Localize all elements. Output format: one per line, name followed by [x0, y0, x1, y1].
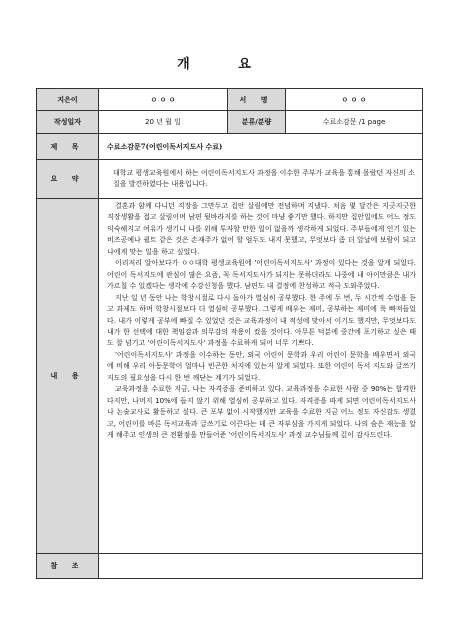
summary-row: [37, 160, 423, 199]
content-body: [99, 199, 423, 554]
summary-value: 대학교 평생교육원에서 하는 어린이독서지도사 과정을 이수한 주부가 교육을 통해 몰랐던 자신의 소질을 발견하였다는 내용입니다.: [99, 160, 423, 199]
subject-row: [37, 134, 423, 160]
date-label: 작성일자: [37, 111, 99, 134]
date-value: 20 년 월 일: [99, 111, 228, 134]
reviewer-value: ㅇ ㅇ ㅇ: [286, 89, 423, 111]
author-row: [37, 89, 423, 111]
content-paragraph: 교육과정을 수료한 지금, 나는 자격증을 준비하고 있다. 교육과정을 수료한 사람 중 90%는 합격한다지만, 나머지 10%에 들지 않기 위해 열심히 공부하고 있다. 자격증을 따게 되면 어린이독서지도사나 논술교사로 활동하고 싶다. 큰 포부 없이 시작했지만 교육을 수료한 지금 어느 정도 자신감도 생겼고, 어린이를 바른 독서교육과 글쓰기로 이끈다는 데 큰 자부심을 가지게 되었다. 나의 숨은 재능을 알게 해주고 인생의 큰 전환점을 만들어준 '어린이독서지도사' 과정 교수님들께 깊이 감사드린다.: [107, 385, 416, 440]
author-value: ㅇ ㅇ ㅇ: [99, 89, 228, 111]
reference-value: [99, 554, 423, 579]
subject-label: 제 목: [37, 134, 99, 160]
reference-label: 참 조: [37, 554, 99, 579]
summary-label: 요 약: [37, 160, 99, 199]
content-label: 내 용: [37, 199, 99, 554]
content-paragraph: 지난 일 년 동안 나는 학창시절로 다시 돌아가 열심히 공부했다. 한 주에 두 번, 두 시간씩 수업을 듣고 과제도 하며 학창시절보다 더 열심히 공부했다. 그렇게 배우는 재미, 공부하는 재미에 푹 빠져들었다. 내가 이렇게 공부에 빠질 수 있었던 것은 교육과정이 내 적성에 맞아서 이기도 했지만, 무엇보다도 내가 한 선택에 대한 책임감과 의무감의 작용이 컸을 것이다. 아무튼 덕분에 중간에 포기하고 싶은 때도 잘 넘기고 '어린이독서지도사' 과정을 수료하게 되어 너무 기쁘다.: [107, 293, 416, 348]
reviewer-label: 서 명: [228, 89, 286, 111]
category-label: 분류/분량: [228, 111, 286, 134]
content-paragraph: '어린이독서지도사' 과정을 이수하는 동안, 외국 어린이 문학과 우리 어린이 문학을 배우면서 외국에 비해 우리 아동문학이 얼마나 빈곤한 처지에 있는지 알게 되었다. 또한 어린이 독서 지도와 글쓰기 지도의 필요성을 다시 한 번 깨닫는 계기가 되었다.: [107, 350, 416, 382]
category-value: 수료소감문 /1 page: [286, 111, 423, 134]
content-paragraph: 결혼과 함께 다니던 직장을 그만두고 집안 살림에만 전념하며 지냈다. 처음 몇 달간은 지긋지긋한 직장생활을 접고 살림이며 남편 뒷바라지를 하는 것이 마냥 좋기만 했다. 하지만 집안일에도 어느 정도 익숙해지고 여유가 생기니 나를 위해 투자할 만한 일이 없을까 생각하게 되었다. 주부들에게 인기 있는 비즈공예나 퀼트 같은 것은 손재주가 없어 할 엄두도 내지 못했고, 무엇보다 좀 더 앞날에 보람이 되고 나에게 맞는 일을 하고 싶었다.: [107, 202, 416, 256]
document-title: 개 요: [177, 57, 273, 72]
content-row: [37, 199, 423, 554]
date-row: [37, 111, 423, 134]
author-label: 지은이: [37, 89, 99, 111]
reference-row: [37, 554, 423, 579]
summary-form-table: [36, 88, 423, 579]
content-paragraph: 이리저리 알아보다가 ㅇㅇ대학 평생교육원에 '어린이독서지도사' 과정이 있다는 것을 알게 되었다. 어린이 독서지도에 관심이 많은 요즘, 꼭 독서지도사가 되지는 못하더라도 나중에 내 아이만큼은 내가 가르칠 수 있겠다는 생각에 수강신청을 했다. 남편도 내 결정에 찬성하고 적극 도와주었다.: [107, 259, 416, 291]
subject-value: 수료소감문7(어린이독서지도사 수료): [99, 134, 423, 160]
